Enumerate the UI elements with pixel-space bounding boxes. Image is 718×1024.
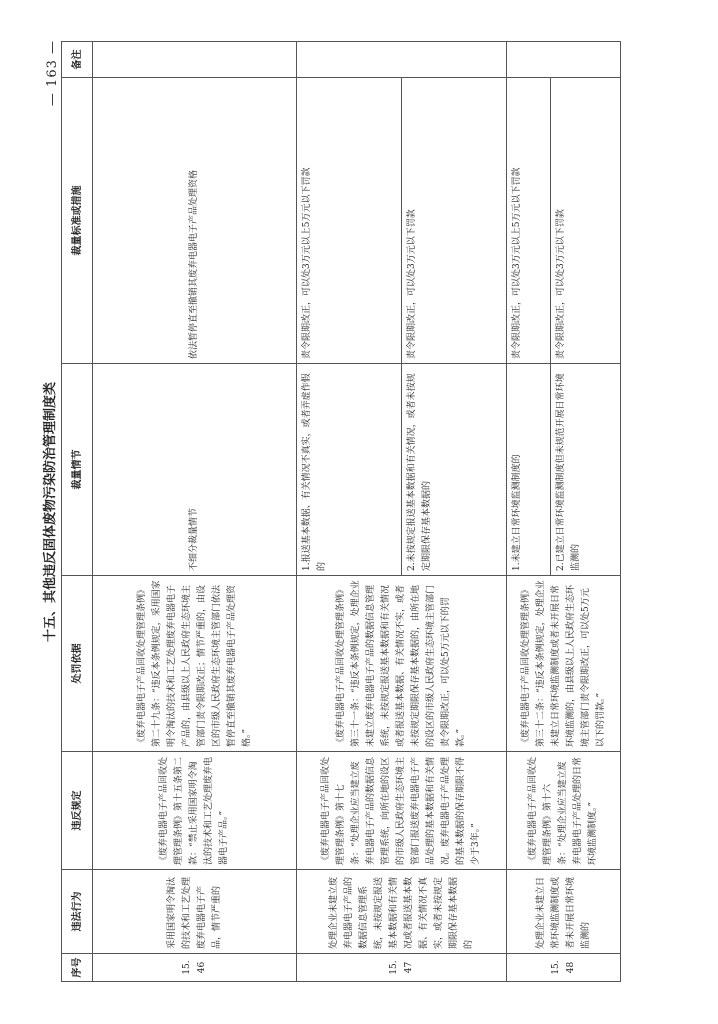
circumstance-2: 2.未按规定报送基本数据和有关情况，或者未按规定期限保存基本数据的 — [402, 364, 507, 576]
violation-act: 处理企业未建立日常环境监测制度或者未开展日常环境监测的 — [507, 870, 621, 954]
violated-provision: 《废弃电器电子产品回收处理管理条例》第十六条：“处理企业应当建立废弃电器电子产品处理的日常环境监测制度。” — [507, 752, 621, 870]
page-number: — 163 — — [45, 40, 60, 107]
remark-cell — [507, 42, 621, 78]
header-provision: 违反规定 — [62, 752, 93, 870]
violated-provision: 《废弃电器电子产品回收处理管理条例》第十五条第二款：“禁止采用国家明令淘汰的技术和工艺处理废弃电器电子产品。” — [93, 752, 297, 870]
standard-2: 责令限期改正，可以处3万元以下罚款 — [402, 78, 507, 364]
standard-2: 责令限期改正，可以处3万元以下罚款 — [551, 78, 621, 364]
penalty-basis: 《废弃电器电子产品回收处理管理条例》第三十一条：“违反本条例规定，处理企业未建立废弃电器电子产品的数据信息管理系统，未按规定报送基本数据和有关情况或者报送基本数据、有关情况不实，或者未按规定期限保存基本数据的，由所在地的设区的市级人民政府生态环境主管部门责令限期改正，可以处5万元以下的罚款。” — [297, 576, 507, 752]
standard: 依法暂停直至撤销其废弃电器电子产品处理资格 — [93, 78, 297, 364]
violated-provision: 《废弃电器电子产品回收处理管理条例》第十七条：“处理企业应当建立废弃电器电子产品的数据信息管理系统，向所在地的设区的市级人民政府生态环境主管部门报送废弃电器电子产品处理的基本数据和有关情况。废弃电器电子产品处理的基本数据的保存期限不得少于3年。” — [297, 752, 507, 870]
header-act: 违法行为 — [62, 870, 93, 954]
header-basis: 处罚依据 — [62, 576, 93, 752]
row-number: 15.47 — [297, 954, 507, 982]
standard-1: 责令限期改正，可以处3万元以上5万元以下罚款 — [507, 78, 551, 364]
table-header-row — [62, 42, 93, 982]
circumstance-1: 1.报送基本数据、有关情况不真实，或者弄虚作假的 — [297, 364, 402, 576]
row-number: 15.46 — [93, 954, 297, 982]
rotated-page — [39, 32, 679, 992]
penalty-basis: 《废弃电器电子产品回收处理管理条例》第二十九条：“违反本条例规定，采用国家明令淘汰的技术和工艺处理废弃电器电子产品的，由县级以上人民政府生态环境主管部门责令限期改正；情节严重的，由设区的市级人民政府生态环境主管部门依法暂停直至撤销其废弃电器电子产品处理资格。” — [93, 576, 297, 752]
table-row — [507, 42, 551, 982]
standard-1: 责令限期改正，可以处3万元以上5万元以下罚款 — [297, 78, 402, 364]
table-row — [93, 42, 297, 982]
section-title: 十五、其他违反固体废物污染防治管理制度类 — [43, 382, 58, 643]
penalty-table — [61, 41, 621, 982]
table-row — [297, 42, 402, 982]
penalty-basis: 《废弃电器电子产品回收处理管理条例》第三十二条：“违反本条例规定，处理企业未建立日常环境监测制度或者未开展日常环境监测的，由县级以上人民政府生态环境主管部门责令限期改正，可以处5万元以下的罚款。” — [507, 576, 621, 752]
header-no: 序号 — [62, 954, 93, 982]
header-standard: 裁量标准或措施 — [62, 78, 93, 364]
violation-act: 采用国家明令淘汰的技术和工艺处理废弃电器电子产品，情节严重的 — [93, 870, 297, 954]
row-number: 15.48 — [507, 954, 621, 982]
circumstance: 不细分裁量情节 — [93, 364, 297, 576]
remark-cell — [297, 42, 507, 78]
header-remark: 备注 — [62, 42, 93, 78]
circumstance-2: 2.已建立日常环境监测制度但未规范开展日常环境监测的 — [551, 364, 621, 576]
header-circumstance: 裁量情节 — [62, 364, 93, 576]
circumstance-1: 1.未建立日常环境监测制度的 — [507, 364, 551, 576]
remark-cell — [93, 42, 297, 78]
violation-act: 处理企业未建立废弃电器电子产品的数据信息管理系统，未按规定报送基本数据和有关情况或者报送基本数据、有关情况不真实，或者未按规定期限保存基本数据的 — [297, 870, 507, 954]
